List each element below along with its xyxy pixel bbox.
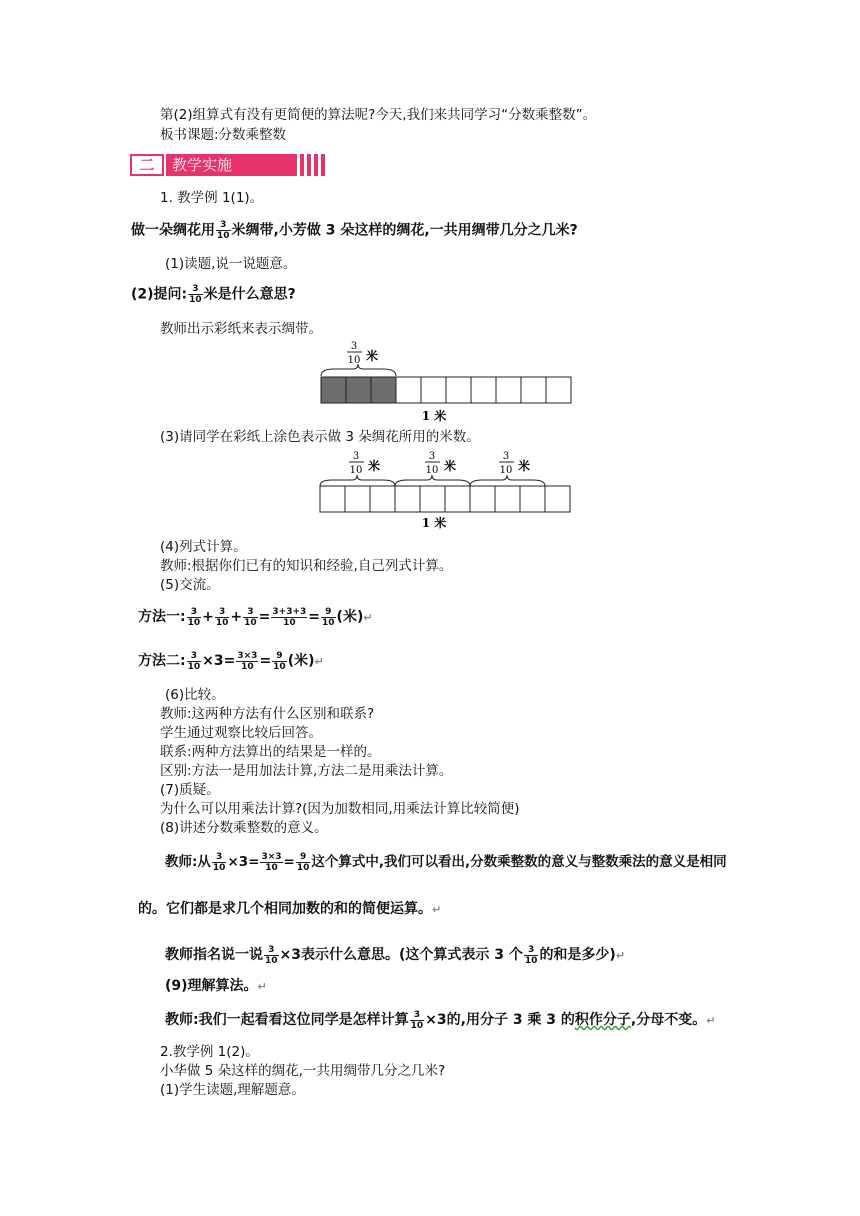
ribbon-cell bbox=[421, 377, 446, 403]
banner-stripe bbox=[307, 154, 311, 176]
ribbon-diagram-1 bbox=[310, 336, 580, 428]
problem-text: 做一朵绸花用 bbox=[131, 222, 215, 239]
banner-stripe bbox=[300, 154, 304, 176]
ribbon-diagram-2 bbox=[310, 446, 582, 534]
ribbon-cell bbox=[496, 377, 521, 403]
diagram-fraction-num: 3 bbox=[350, 341, 358, 352]
diagram-cells bbox=[321, 377, 571, 403]
ribbon-cell bbox=[445, 486, 470, 512]
example2-step-1: (1)学生读题,理解题意。 bbox=[160, 1082, 305, 1098]
svg-text:10: 10 bbox=[425, 465, 439, 476]
diagram2-group-3 bbox=[470, 451, 545, 486]
fraction: $\frac{3}{10}$ bbox=[217, 220, 230, 241]
difference: 区别:方法一是用加法计算,方法二是用乘法计算。 bbox=[160, 763, 453, 779]
ribbon-cell bbox=[420, 486, 445, 512]
step-text: 米是什么意思? bbox=[203, 286, 296, 303]
step-text: (2)提问: bbox=[131, 286, 188, 303]
banner-stripe bbox=[321, 154, 325, 176]
method-label: 方法二: bbox=[138, 653, 186, 669]
diagram-unit-label: 米 bbox=[366, 349, 379, 363]
step-7: (7)质疑。 bbox=[160, 782, 220, 798]
problem-statement bbox=[131, 220, 578, 241]
section-banner bbox=[130, 154, 327, 176]
fraction: $\frac{3}{10}$ bbox=[189, 284, 202, 305]
return-mark: ↵ bbox=[314, 655, 324, 668]
svg-text:3: 3 bbox=[502, 451, 510, 462]
step-2 bbox=[131, 284, 296, 305]
ribbon-cell bbox=[470, 486, 495, 512]
diagram-cells bbox=[320, 486, 570, 512]
diagram-total-label: 1 米 bbox=[421, 516, 447, 530]
teacher-calc: 教师:根据你们已有的知识和经验,自己列式计算。 bbox=[160, 558, 453, 574]
diagram2-group-1 bbox=[320, 451, 395, 486]
relation: 联系:两种方法算出的结果是一样的。 bbox=[160, 744, 381, 760]
return-mark: ↵ bbox=[363, 611, 373, 624]
ribbon-cell-shaded bbox=[346, 377, 371, 403]
ribbon-cell bbox=[521, 377, 546, 403]
ask-line: 教师指名说一说 $\frac{3}{10}$ ×3表示什么意思。(这个算式表示 3 个 $\frac{3}{10}$ 的和是多少)↵ bbox=[165, 944, 626, 966]
section-title: 教学实施 bbox=[166, 154, 297, 176]
svg-text:3: 3 bbox=[428, 451, 436, 462]
step-9: (9)理解算法。↵ bbox=[165, 978, 267, 994]
example1-heading: 1. 教学例 1(1)。 bbox=[160, 190, 264, 206]
step-5: (5)交流。 bbox=[160, 577, 220, 593]
ribbon-cell bbox=[546, 377, 571, 403]
svg-text:10: 10 bbox=[499, 465, 513, 476]
why-multiply: 为什么可以用乘法计算?(因为加数相同,用乘法计算比较简便) bbox=[160, 801, 520, 817]
step-8: (8)讲述分数乘整数的意义。 bbox=[160, 820, 328, 836]
diagram-total-label: 1 米 bbox=[421, 409, 447, 423]
ribbon-cell bbox=[446, 377, 471, 403]
svg-text:米: 米 bbox=[368, 459, 381, 473]
teacher-show: 教师出示彩纸来表示绸带。 bbox=[160, 321, 322, 337]
ribbon-cell bbox=[520, 486, 545, 512]
method-1: 方法一: $\frac{3}{10}$ + $\frac{3}{10}$ + $\frac{3}{10}$ = $\frac{3+3+3}{10}$ = $\frac{9}{10}$ (米)↵ bbox=[138, 606, 373, 628]
problem-text: 米绸带,小芳做 3 朵这样的绸花,一共用绸带几分之几米? bbox=[231, 222, 578, 239]
banner-stripe bbox=[314, 154, 318, 176]
diagram2-group-2 bbox=[395, 451, 470, 486]
diagram-fraction-den: 10 bbox=[347, 355, 361, 366]
ribbon-cell bbox=[345, 486, 370, 512]
svg-text:3: 3 bbox=[352, 451, 360, 462]
ribbon-cell bbox=[471, 377, 496, 403]
ribbon-cell bbox=[320, 486, 345, 512]
ribbon-cell-shaded bbox=[371, 377, 396, 403]
algorithm-line: 教师:我们一起看看这位同学是怎样计算 $\frac{3}{10}$ ×3的,用分子 3 乘 3 的积作分子,分母不变。↵ bbox=[165, 1009, 716, 1031]
example2-problem: 小华做 5 朵这样的绸花,一共用绸带几分之几米? bbox=[160, 1063, 446, 1079]
ribbon-cell bbox=[495, 486, 520, 512]
step-3: (3)请同学在彩纸上涂色表示做 3 朵绸花所用的米数。 bbox=[160, 429, 480, 445]
method-2: 方法二: $\frac{3}{10}$ ×3= $\frac{3\times 3}{10}$ = $\frac{9}{10}$ (米)↵ bbox=[138, 650, 324, 672]
svg-text:10: 10 bbox=[349, 465, 363, 476]
intro-line-1: 第(2)组算式有没有更简便的算法呢?今天,我们来共同学习“分数乘整数”。 bbox=[160, 107, 597, 123]
ribbon-cell-shaded bbox=[321, 377, 346, 403]
ribbon-cell bbox=[545, 486, 570, 512]
method-label: 方法一: bbox=[138, 609, 186, 625]
ribbon-cell bbox=[396, 377, 421, 403]
meaning-line-2: 的。它们都是求几个相同加数的和的简便运算。↵ bbox=[138, 901, 442, 917]
example2-heading: 2.教学例 1(2)。 bbox=[160, 1044, 259, 1060]
step-1: (1)读题,说一说题意。 bbox=[165, 256, 297, 272]
ribbon-cell bbox=[370, 486, 395, 512]
intro-line-2: 板书课题:分数乘整数 bbox=[160, 127, 287, 143]
svg-text:米: 米 bbox=[444, 459, 457, 473]
compare-answer: 学生通过观察比较后回答。 bbox=[160, 725, 322, 741]
meaning-line-1: 教师:从 $\frac{3}{10}$ ×3= $\frac{3\times 3}{10}$ = $\frac{9}{10}$ 这个算式中,我们可以看出,分数乘整数的意义与整数乘法的意义是相同 bbox=[165, 851, 727, 873]
ribbon-cell bbox=[395, 486, 420, 512]
svg-text:米: 米 bbox=[518, 459, 531, 473]
step-6: (6)比较。 bbox=[165, 687, 225, 703]
step-4: (4)列式计算。 bbox=[160, 539, 247, 555]
section-number: 二 bbox=[130, 154, 164, 176]
compare-question: 教师:这两种方法有什么区别和联系? bbox=[160, 706, 375, 722]
diagram-brace bbox=[321, 364, 396, 376]
